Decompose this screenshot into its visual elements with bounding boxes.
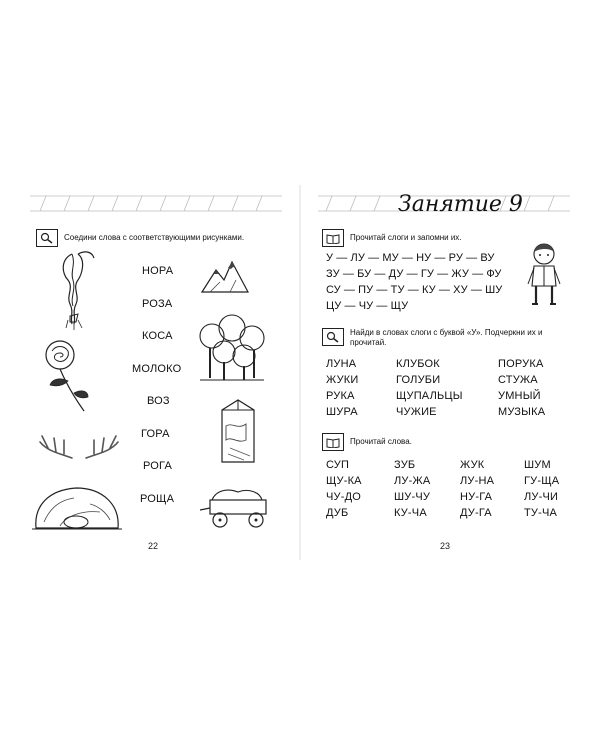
word-read: ТУ-ЧА [524, 507, 558, 519]
word-read: ЩУ-КА [326, 475, 362, 487]
word-read: ШУМ [524, 459, 551, 471]
word-moloko: МОЛОКО [132, 363, 182, 375]
word-read: ЖУК [460, 459, 485, 471]
boy-illustration [524, 240, 564, 310]
word-u: УМНЫЙ [498, 390, 541, 402]
word-read: ДУ-ГА [460, 507, 492, 519]
word-read: ЗУБ [394, 459, 416, 471]
instruction-text: Соедини слова с соответствующими рисунками. [64, 233, 245, 242]
milk-carton-picture [216, 396, 260, 466]
page-number-left: 22 [148, 541, 159, 551]
word-u: ЖУКИ [326, 374, 359, 386]
lesson-title: Занятие 9 [398, 192, 523, 217]
syllable-row: ЦУ — ЧУ — ЩУ [326, 300, 409, 312]
haystack-picture [30, 482, 124, 532]
word-read: ДУБ [326, 507, 349, 519]
instruction-text: Прочитай слова. [350, 437, 412, 446]
syllable-row: ЗУ — БУ — ДУ — ГУ — ЖУ — ФУ [326, 268, 502, 280]
mountains-picture [200, 258, 252, 296]
grove-picture [196, 312, 268, 384]
page-number-right: 23 [440, 541, 451, 551]
instruction-find-u [322, 328, 572, 348]
word-roga: РОГА [143, 460, 173, 472]
word-u: МУЗЫКА [498, 406, 546, 418]
word-read: ЛУ-НА [460, 475, 495, 487]
word-u: ПОРУКА [498, 358, 544, 370]
word-read: ГУ-ЩА [524, 475, 560, 487]
word-gora: ГОРА [141, 428, 170, 440]
instruction-text: Найди в словах слоги с буквой «У». Подчеркни их и прочитай. [350, 328, 543, 347]
word-read: СУП [326, 459, 350, 471]
book-icon [322, 433, 344, 451]
syllable-row: СУ — ПУ — ТУ — КУ — ХУ — ШУ [326, 284, 503, 296]
word-u: РУКА [326, 390, 355, 402]
word-roshcha: РОЩА [140, 493, 175, 505]
word-read: ЛУ-ЖА [394, 475, 431, 487]
word-u: ЩУПАЛЬЦЫ [396, 390, 463, 402]
antlers-picture [36, 424, 122, 464]
word-roza: РОЗА [142, 298, 173, 310]
word-u: ГОЛУБИ [396, 374, 441, 386]
word-read: НУ-ГА [460, 491, 493, 503]
word-u: КЛУБОК [396, 358, 440, 370]
word-voz: ВОЗ [147, 395, 170, 407]
instruction-read-words [322, 433, 412, 451]
braid-picture [52, 250, 98, 330]
word-read: ЛУ-ЧИ [524, 491, 559, 503]
word-u: ЧУЖИЕ [396, 406, 437, 418]
word-read: ШУ-ЧУ [394, 491, 431, 503]
cart-picture [198, 486, 274, 534]
instruction-text: Прочитай слоги и запомни их. [350, 233, 462, 242]
word-u: СТУЖА [498, 374, 538, 386]
instruction-syllables [322, 229, 462, 247]
word-u: ЛУНА [326, 358, 357, 370]
syllable-row: У — ЛУ — МУ — НУ — РУ — ВУ [326, 252, 495, 264]
rose-picture [40, 335, 90, 415]
word-kosa: КОСА [142, 330, 173, 342]
magnifier-icon [36, 229, 58, 247]
magnifier-icon [322, 328, 344, 346]
word-nora: НОРА [142, 265, 174, 277]
word-read: ЧУ-ДО [326, 491, 361, 503]
book-icon [322, 229, 344, 247]
word-u: ШУРА [326, 406, 358, 418]
word-read: КУ-ЧА [394, 507, 427, 519]
instruction-match [36, 229, 244, 247]
